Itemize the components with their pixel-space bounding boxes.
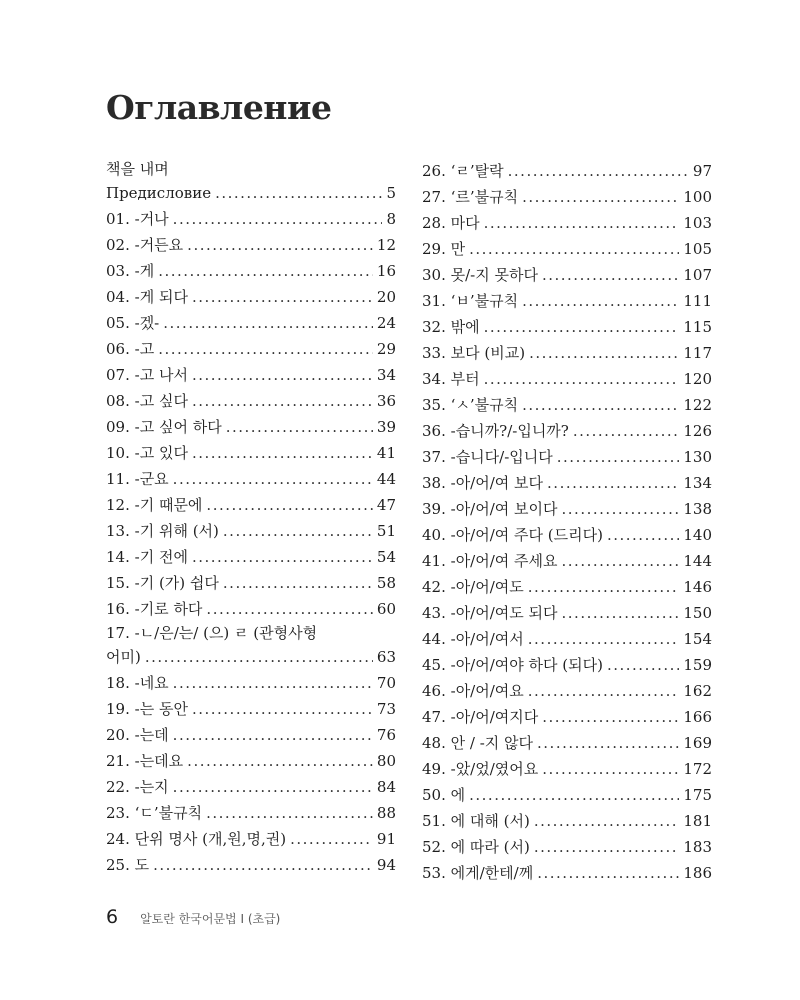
dot-leader	[534, 834, 680, 860]
toc-entry-label: 38. -아/어/여 보다	[422, 474, 544, 492]
toc-entry-page: 16	[376, 262, 396, 280]
toc-entry-label: 37. -습니다/-입니다	[422, 448, 553, 466]
toc-entry-label: 10. -고 있다	[106, 444, 188, 462]
toc-entry-page: 60	[376, 600, 396, 618]
toc-entry-page: 44	[376, 470, 396, 488]
dot-leader	[537, 860, 679, 886]
toc-entry-page: 24	[376, 314, 396, 332]
toc-entry-page: 146	[683, 578, 712, 596]
toc-entry-page: 20	[376, 288, 396, 306]
toc-entry-page: 120	[683, 370, 712, 388]
dot-leader	[562, 600, 680, 626]
toc-entry-page: 12	[376, 236, 396, 254]
toc-entry-page: 107	[683, 266, 712, 284]
toc-entry	[106, 670, 396, 696]
dot-leader	[542, 262, 679, 288]
toc-entry-page: 111	[683, 292, 712, 310]
toc-entry-label: 15. -기 (가) 쉽다	[106, 574, 219, 592]
dot-leader	[173, 722, 373, 748]
toc-entry-page: 181	[683, 812, 712, 830]
toc-entry	[422, 704, 712, 730]
toc-entry	[106, 774, 396, 800]
toc-entry-label: 47. -아/어/여지다	[422, 708, 539, 726]
toc-entry	[422, 808, 712, 834]
toc-entry-label: Предисловие	[106, 184, 212, 202]
toc-entry-page: 154	[683, 630, 712, 648]
toc-entry-label: 53. 에게/한테/께	[422, 864, 534, 882]
dot-leader	[145, 644, 373, 670]
page-number: 6	[106, 906, 119, 928]
dot-leader	[534, 808, 680, 834]
toc-entry	[106, 414, 396, 440]
toc-entry-label: 07. -고 나서	[106, 366, 188, 384]
toc-entry-label: 책을 내며	[106, 160, 169, 178]
dot-leader	[226, 414, 373, 440]
toc-entry-label: 28. 마다	[422, 214, 480, 232]
toc-entry-label: 43. -아/어/여도 되다	[422, 604, 558, 622]
toc-entry-page: 88	[376, 804, 396, 822]
toc-entry-page: 117	[683, 344, 712, 362]
toc-entry-page: 80	[376, 752, 396, 770]
toc-entry	[422, 158, 712, 184]
toc-entry-page: 34	[376, 366, 396, 384]
toc-entry-page: 63	[376, 648, 396, 666]
toc-entry-page: 122	[683, 396, 712, 414]
toc-entry	[106, 206, 396, 232]
toc-entry-label: 17. -ㄴ/은/는/ (으) ㄹ (관형사형	[106, 624, 318, 642]
dot-leader	[522, 392, 679, 418]
toc-entry-label: 32. 밖에	[422, 318, 480, 336]
toc-entry-label: 41. -아/어/여 주세요	[422, 552, 558, 570]
toc-entry	[106, 492, 396, 518]
toc-entry-page: 54	[376, 548, 396, 566]
dot-leader	[484, 366, 680, 392]
toc-entry-label: 31. ‘ㅂ’불규칙	[422, 292, 519, 310]
toc-entry-label: 26. ‘ㄹ’탈락	[422, 162, 504, 180]
toc-entry	[106, 722, 396, 748]
toc-entry-label: 어미)	[106, 648, 141, 666]
toc-entry-label: 45. -아/어/여야 하다 (되다)	[422, 656, 603, 674]
dot-leader	[173, 774, 373, 800]
dot-leader	[192, 284, 373, 310]
toc-entry-page: 84	[376, 778, 396, 796]
toc-entry	[422, 522, 712, 548]
toc-entry-label: 09. -고 싶어 하다	[106, 418, 222, 436]
dot-leader	[223, 570, 373, 596]
dot-leader	[522, 288, 679, 314]
toc-entry	[106, 180, 396, 206]
toc-entry	[106, 748, 396, 774]
dot-leader	[163, 310, 373, 336]
toc-entry-page: 5	[386, 184, 396, 202]
toc-entry-label: 22. -는지	[106, 778, 169, 796]
toc-entry	[106, 440, 396, 466]
toc-entry-page: 39	[376, 418, 396, 436]
toc-entry-page: 169	[683, 734, 712, 752]
toc-entry	[106, 800, 396, 826]
dot-leader	[192, 544, 373, 570]
dot-leader	[173, 206, 383, 232]
toc-entry-label: 27. ‘르’불규칙	[422, 188, 519, 206]
toc-entry-label: 04. -게 되다	[106, 288, 188, 306]
toc-entry	[106, 644, 396, 670]
dot-leader	[192, 440, 373, 466]
dot-leader	[469, 236, 679, 262]
dot-leader	[542, 756, 679, 782]
toc-entry-label: 33. 보다 (비교)	[422, 344, 526, 362]
toc-entry-label: 44. -아/어/여서	[422, 630, 524, 648]
toc-entry	[106, 310, 396, 336]
toc-entry	[422, 652, 712, 678]
toc-entry-label: 36. -습니까?/-입니까?	[422, 422, 569, 440]
toc-entry-label: 40. -아/어/여 주다 (드리다)	[422, 526, 603, 544]
toc-entry	[422, 782, 712, 808]
dot-leader	[173, 466, 373, 492]
toc-entry-label: 01. -거나	[106, 210, 169, 228]
dot-leader	[557, 444, 680, 470]
toc-entry	[106, 258, 396, 284]
toc-entry	[106, 336, 396, 362]
toc-entry-page: 130	[683, 448, 712, 466]
toc-entry-label: 08. -고 싶다	[106, 392, 188, 410]
dot-leader	[607, 652, 679, 678]
dot-leader	[562, 496, 680, 522]
dot-leader	[469, 782, 679, 808]
dot-leader	[158, 336, 373, 362]
toc-entry-label: 52. 에 따라 (서)	[422, 838, 530, 856]
toc-entry-label: 14. -기 전에	[106, 548, 188, 566]
toc-entry-page: 183	[683, 838, 712, 856]
toc-entry	[422, 678, 712, 704]
toc-entry-page: 172	[683, 760, 712, 778]
toc-entry	[106, 696, 396, 722]
dot-leader	[223, 518, 373, 544]
dot-leader	[528, 626, 680, 652]
dot-leader	[187, 748, 373, 774]
dot-leader	[573, 418, 680, 444]
toc-entry-page: 103	[683, 214, 712, 232]
toc-entry-page: 186	[683, 864, 712, 882]
toc-entry-label: 12. -기 때문에	[106, 496, 203, 514]
toc-entry-page: 140	[683, 526, 712, 544]
toc-entry-page: 58	[376, 574, 396, 592]
toc-entry	[106, 852, 396, 878]
toc-entry	[422, 600, 712, 626]
toc-entry	[422, 860, 712, 886]
toc-entry	[422, 444, 712, 470]
dot-leader	[522, 184, 679, 210]
toc-entry-label: 06. -고	[106, 340, 155, 358]
toc-entry	[106, 362, 396, 388]
toc-entry-label: 50. 에	[422, 786, 466, 804]
toc-entry	[106, 826, 396, 852]
toc-entry-page: 166	[683, 708, 712, 726]
toc-entry-page: 175	[683, 786, 712, 804]
toc-entry-label: 25. 도	[106, 856, 150, 874]
toc-entry-page: 144	[683, 552, 712, 570]
dot-leader	[206, 596, 372, 622]
dot-leader	[547, 470, 679, 496]
dot-leader	[484, 314, 680, 340]
toc-entry-label: 42. -아/어/여도	[422, 578, 524, 596]
toc-entry-label: 46. -아/어/여요	[422, 682, 524, 700]
toc-entry	[422, 470, 712, 496]
toc-entry	[106, 388, 396, 414]
toc-entry-page: 94	[376, 856, 396, 874]
toc-entry	[422, 626, 712, 652]
toc-entry	[106, 570, 396, 596]
dot-leader	[528, 678, 680, 704]
toc-entry	[422, 392, 712, 418]
toc-entry	[106, 596, 396, 622]
dot-leader	[206, 800, 373, 826]
dot-leader	[542, 704, 679, 730]
toc-entry-label: 02. -거든요	[106, 236, 184, 254]
dot-leader	[192, 388, 373, 414]
toc-entry-label: 13. -기 위해 (서)	[106, 522, 219, 540]
toc-entry	[422, 496, 712, 522]
toc-entry-page: 51	[376, 522, 396, 540]
toc-entry-label: 18. -네요	[106, 674, 169, 692]
toc-entry-page: 115	[683, 318, 712, 336]
toc-entry-label: 29. 만	[422, 240, 466, 258]
toc-column-right	[422, 158, 712, 886]
toc-entry	[422, 574, 712, 600]
toc-entry	[106, 622, 396, 644]
dot-leader	[290, 826, 373, 852]
toc-entry-page: 162	[683, 682, 712, 700]
dot-leader	[173, 670, 373, 696]
dot-leader	[562, 548, 680, 574]
toc-entry	[422, 730, 712, 756]
dot-leader	[187, 232, 373, 258]
toc-entry	[422, 210, 712, 236]
toc-entry-page: 8	[386, 210, 396, 228]
toc-entry	[106, 544, 396, 570]
toc-entry	[422, 366, 712, 392]
toc-entry-label: 23. ‘ㄷ’불규칙	[106, 804, 203, 822]
toc-entry-page: 150	[683, 604, 712, 622]
toc-entry	[106, 158, 396, 180]
toc-entry-label: 05. -겠-	[106, 314, 160, 332]
dot-leader	[537, 730, 679, 756]
toc-entry-page: 76	[376, 726, 396, 744]
toc-entry	[422, 288, 712, 314]
toc-entry-label: 24. 단위 명사 (개,원,명,권)	[106, 830, 287, 848]
toc-entry	[422, 184, 712, 210]
toc-entry-page: 105	[683, 240, 712, 258]
toc-entry	[106, 466, 396, 492]
toc-entry-page: 159	[683, 656, 712, 674]
toc-column-left	[106, 158, 396, 878]
dot-leader	[153, 852, 373, 878]
dot-leader	[158, 258, 373, 284]
dot-leader	[484, 210, 680, 236]
page-footer	[106, 906, 280, 928]
toc-entry	[422, 340, 712, 366]
toc-entry-page: 29	[376, 340, 396, 358]
toc-entry-label: 11. -군요	[106, 470, 169, 488]
toc-entry-page: 47	[376, 496, 396, 514]
toc-entry	[422, 314, 712, 340]
toc-entry	[106, 284, 396, 310]
dot-leader	[215, 180, 382, 206]
page-title: Оглавление	[106, 88, 332, 127]
toc-entry-page: 70	[376, 674, 396, 692]
toc-entry-page: 91	[376, 830, 396, 848]
dot-leader	[508, 158, 689, 184]
toc-entry-label: 35. ‘ㅅ’불규칙	[422, 396, 519, 414]
toc-entry-label: 16. -기로 하다	[106, 600, 203, 618]
toc-entry-label: 48. 안 / -지 않다	[422, 734, 534, 752]
toc-entry-label: 49. -았/었/였어요	[422, 760, 539, 778]
toc-entry-label: 30. 못/-지 못하다	[422, 266, 538, 284]
toc-entry-page: 126	[683, 422, 712, 440]
toc-entry-page: 41	[376, 444, 396, 462]
dot-leader	[192, 696, 373, 722]
book-title: 알토란 한국어문법 I (초급)	[140, 912, 281, 926]
dot-leader	[192, 362, 373, 388]
toc-entry	[422, 418, 712, 444]
toc-entry	[422, 756, 712, 782]
toc-entry-label: 39. -아/어/여 보이다	[422, 500, 558, 518]
toc-entry-label: 21. -는데요	[106, 752, 184, 770]
toc-entry-page: 73	[376, 700, 396, 718]
toc-entry	[106, 232, 396, 258]
toc-entry-label: 19. -는 동안	[106, 700, 188, 718]
dot-leader	[528, 574, 680, 600]
toc-entry-label: 20. -는데	[106, 726, 169, 744]
toc-entry	[422, 548, 712, 574]
toc-entry	[422, 834, 712, 860]
toc-entry-page: 36	[376, 392, 396, 410]
toc-entry-page: 97	[692, 162, 712, 180]
dot-leader	[607, 522, 679, 548]
toc-entry-page: 134	[683, 474, 712, 492]
toc-entry-page: 138	[683, 500, 712, 518]
toc-entry-label: 34. 부터	[422, 370, 480, 388]
toc-entry	[106, 518, 396, 544]
dot-leader	[206, 492, 372, 518]
toc-entry-label: 51. 에 대해 (서)	[422, 812, 530, 830]
toc-entry	[422, 262, 712, 288]
toc-entry-page: 100	[683, 188, 712, 206]
toc-entry-label: 03. -게	[106, 262, 155, 280]
dot-leader	[529, 340, 679, 366]
toc-entry	[422, 236, 712, 262]
